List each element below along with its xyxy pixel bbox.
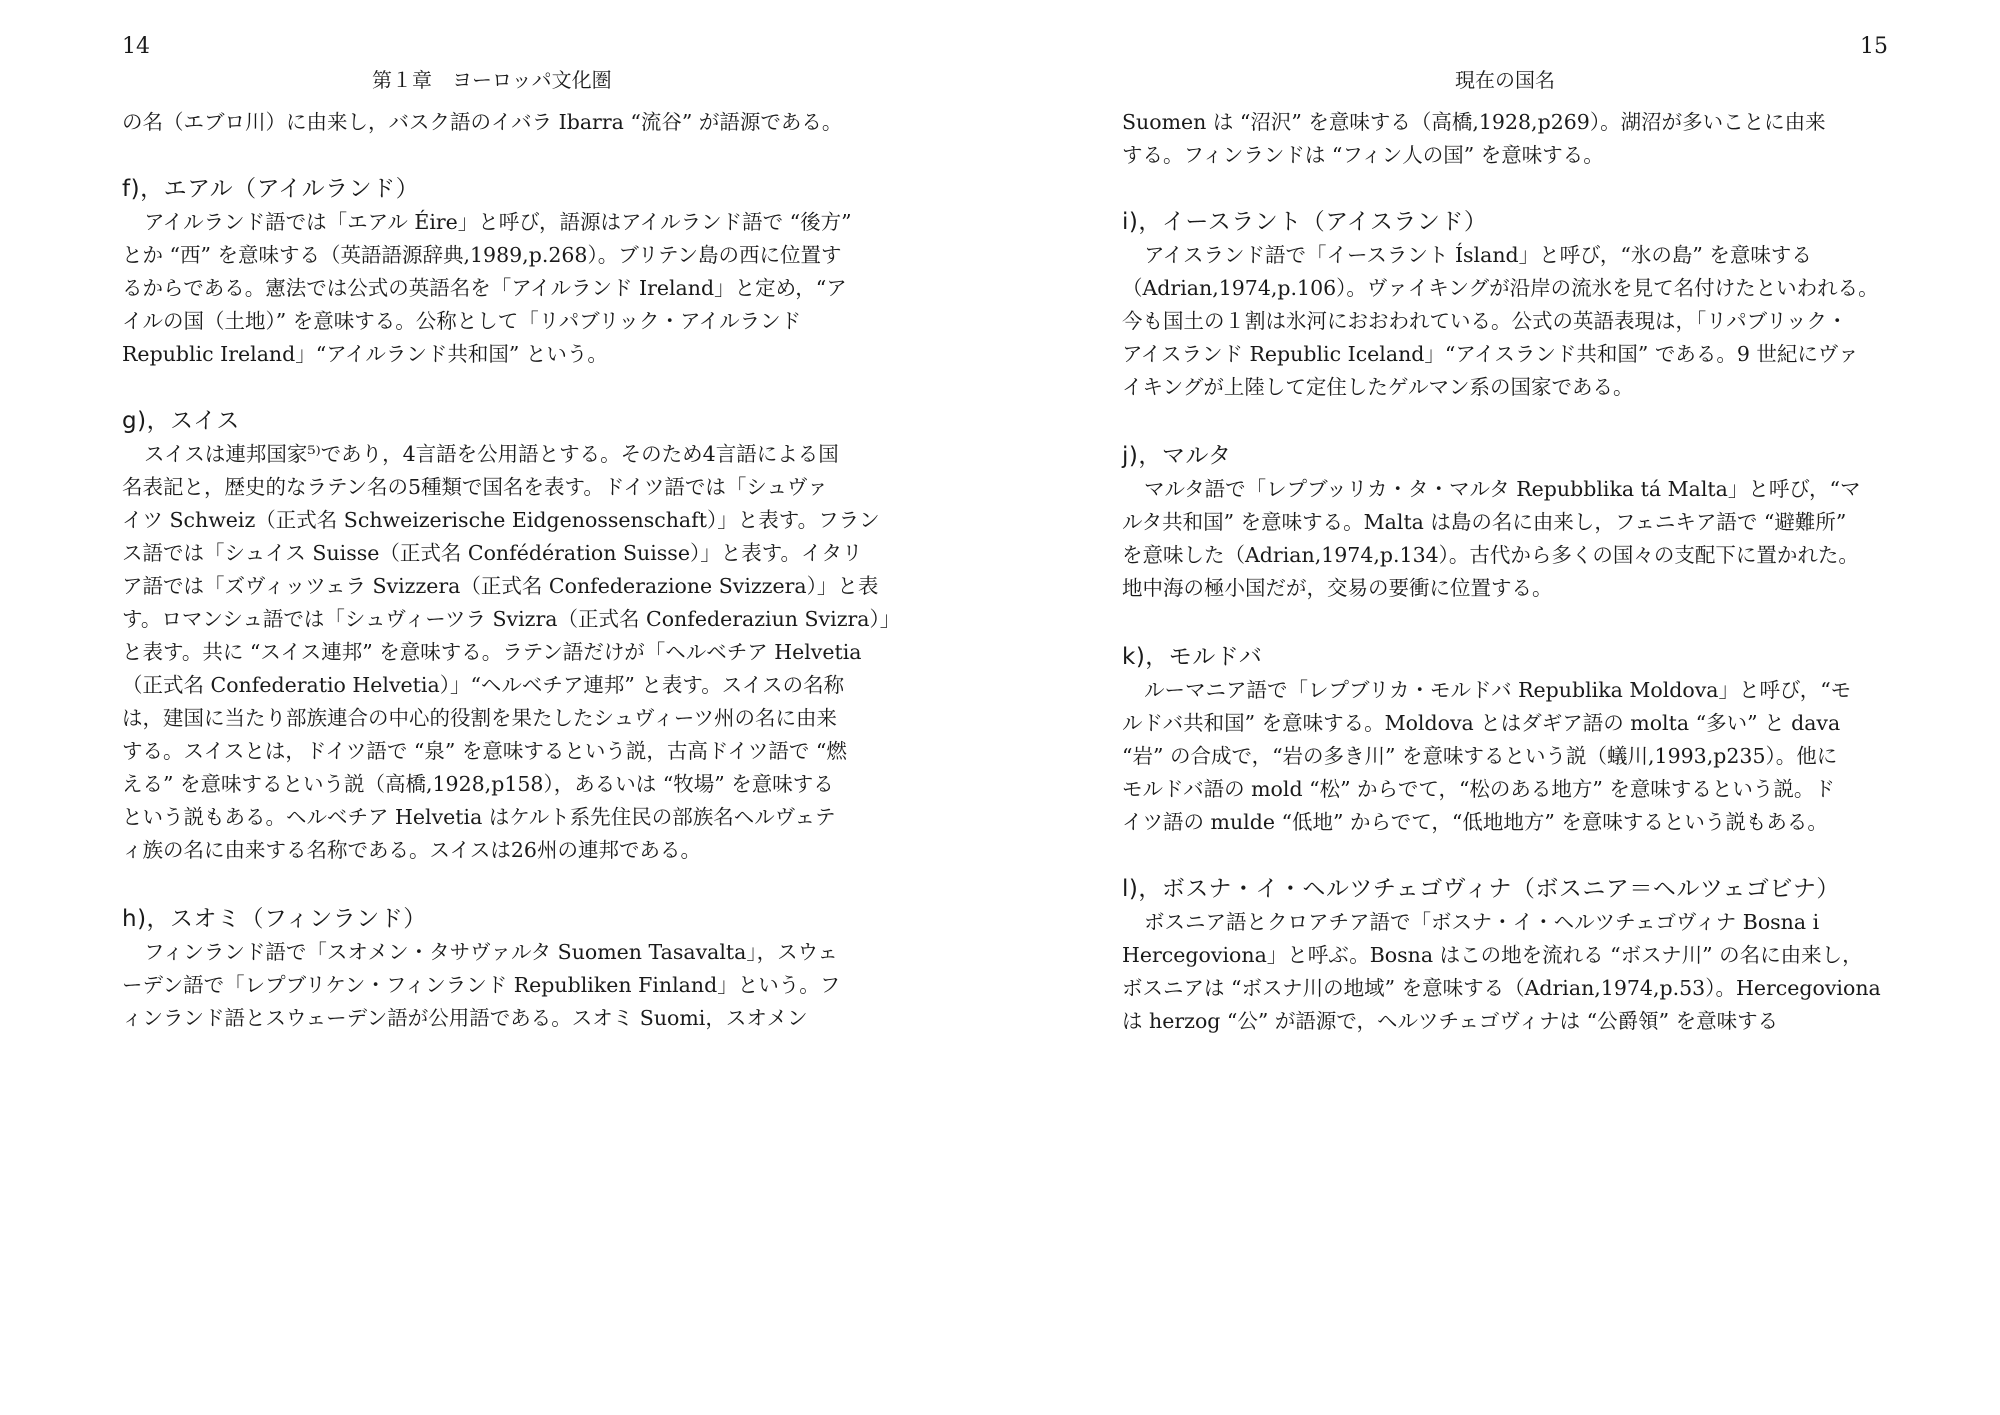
section-heading-i: i)，イースラント（アイスランド） bbox=[1122, 209, 1488, 235]
text-line: と表す。共に “スイス連邦” を意味する。ラテン語だけが「ヘルベチア Helvetia bbox=[122, 640, 862, 664]
section-heading-g: g)，スイス bbox=[122, 408, 240, 434]
text-line: という説もある。ヘルベチア Helvetia はケルト系先住民の部族名ヘルヴェテ bbox=[122, 805, 836, 829]
text-line: イツ語の mulde “低地” からでて，“低地地方” を意味するという説もある。 bbox=[1122, 810, 1828, 834]
text-line: ルタ共和国” を意味する。Malta は島の名に由来し，フェニキア語で “避難所” bbox=[1122, 510, 1847, 534]
section-heading-h: h)，スオミ（フィンランド） bbox=[122, 906, 427, 932]
text-line: アイスランド語で「イースラント Ísland」と呼び，“氷の島” を意味する bbox=[1144, 243, 1812, 267]
text-line: （正式名 Confederatio Helvetia）」“ヘルベチア連邦” と表す。スイスの名称 bbox=[122, 673, 845, 697]
text-line: 名表記と，歴史的なラテン名の5種類で国名を表す。ドイツ語では「シュヴァ bbox=[122, 475, 828, 499]
text-line: は herzog “公” が語源で，ヘルツチェゴヴィナは “公爵領” を意味する bbox=[1122, 1009, 1779, 1033]
text-line: スイスは連邦国家⁵⁾であり，4言語を公用語とする。そのため4言語による国 bbox=[144, 442, 839, 466]
text-line: する。スイスとは，ドイツ語で “泉” を意味するという説，古高ドイツ語で “燃 bbox=[122, 739, 847, 763]
text-line: ーデン語で「レプブリケン・フィンランド Republiken Finland」という。フ bbox=[122, 973, 841, 997]
text-line: ルドバ共和国” を意味する。Moldova とはダギア語の molta “多い” と dava bbox=[1122, 711, 1841, 735]
text-line: イルの国（土地）” を意味する。公称として「リパブリック・アイルランド bbox=[122, 309, 802, 333]
text-line: の名（エブロ川）に由来し，バスク語のイバラ Ibarra “流谷” が語源である。 bbox=[122, 110, 843, 134]
text-line: ボスニア語とクロアチア語で「ボスナ・イ・ヘルツチェゴヴィナ Bosna i bbox=[1144, 910, 1820, 934]
text-line: ィンランド語とスウェーデン語が公用語である。スオミ Suomi，スオメン bbox=[122, 1006, 808, 1030]
text-line: 今も国土の１割は氷河におおわれている。公式の英語表現は，「リパブリック・ bbox=[1122, 309, 1848, 333]
text-line: ア語では「ズヴィッツェラ Svizzera（正式名 Confederazione Svizzera）」と表 bbox=[122, 574, 879, 598]
page-number: 14 bbox=[122, 34, 150, 59]
text-line: るからである。憲法では公式の英語名を「アイルランド Ireland」と定め，“ア bbox=[122, 276, 847, 300]
text-line: ィ族の名に由来する名称である。スイスは26州の連邦である。 bbox=[122, 838, 701, 862]
text-line: える” を意味するという説（高橋,1928,p158），あるいは “牧場” を意味する bbox=[122, 772, 834, 796]
text-line: フィンランド語で「スオメン・タサヴァルタ Suomen Tasavalta」，スウェ bbox=[144, 940, 838, 964]
text-line: イツ Schweiz（正式名 Schweizerische Eidgenossenschaft）」と表す。フラン bbox=[122, 508, 880, 532]
text-line: アイスランド Republic Iceland」“アイスランド共和国” である。9 世紀にヴァ bbox=[1122, 342, 1859, 366]
text-line: イキングが上陸して定住したゲルマン系の国家である。 bbox=[1122, 375, 1634, 399]
text-line: マルタ語で「レプブッリカ・タ・マルタ Repubblika tá Malta」と呼び，“マ bbox=[1144, 477, 1861, 501]
text-line: Hercegoviona」と呼ぶ。Bosna はこの地を流れる “ボスナ川” の名に由来し， bbox=[1122, 943, 1863, 967]
text-line: （Adrian,1974,p.106）。ヴァイキングが沿岸の流氷を見て名付けたといわれる。 bbox=[1122, 276, 1879, 300]
text-line: する。フィンランドは “フィン人の国” を意味する。 bbox=[1122, 143, 1604, 167]
text-line: す。ロマンシュ語では「シュヴィーツラ Svizra（正式名 Confederaziun Svizra）」 bbox=[122, 607, 901, 631]
right-page bbox=[1000, 0, 2000, 1415]
text-line: ルーマニア語で「レプブリカ・モルドバ Republika Moldova」と呼び，“モ bbox=[1144, 678, 1852, 702]
section-heading-j: j)，マルタ bbox=[1122, 443, 1232, 469]
section-heading-l: l)，ボスナ・イ・ヘルツチェゴヴィナ（ボスニア＝ヘルツェゴビナ） bbox=[1122, 876, 1840, 902]
text-line: を意味した（Adrian,1974,p.134）。古代から多くの国々の支配下に置かれた。 bbox=[1122, 543, 1859, 567]
text-line: 地中海の極小国だが，交易の要衝に位置する。 bbox=[1122, 576, 1553, 600]
text-line: とか “西” を意味する（英語語源辞典,1989,p.268）。ブリテン島の西に位置す bbox=[122, 243, 842, 267]
section-heading-k: k)，モルドバ bbox=[1122, 644, 1263, 670]
page-number: 15 bbox=[1860, 34, 1888, 59]
text-line: ス語では「シュイス Suisse（正式名 Confédération Suisse）」と表す。イタリ bbox=[122, 541, 863, 565]
section-heading-f: f)，エアル（アイルランド） bbox=[122, 176, 420, 202]
text-line: “岩” の合成で，“岩の多き川” を意味するという説（蟻川,1993,p235）。他に bbox=[1122, 744, 1838, 768]
text-line: は，建国に当たり部族連合の中心的役割を果たしたシュヴィーツ州の名に由来 bbox=[122, 706, 838, 730]
running-head: 第１章 ヨーロッパ文化圏 bbox=[372, 68, 612, 92]
running-head: 現在の国名 bbox=[1455, 68, 1555, 92]
text-line: モルドバ語の mold “松” からでて，“松のある地方” を意味するという説。ド bbox=[1122, 777, 1835, 801]
text-line: アイルランド語では「エアル Éire」と呼び，語源はアイルランド語で “後方” bbox=[144, 210, 852, 234]
text-line: ボスニアは “ボスナ川の地域” を意味する（Adrian,1974,p.53）。Hercegoviona bbox=[1122, 976, 1881, 1000]
text-line: Republic Ireland」“アイルランド共和国” という。 bbox=[122, 342, 608, 366]
text-line: Suomen は “沼沢” を意味する（高橋,1928,p269）。湖沼が多いことに由来 bbox=[1122, 110, 1826, 134]
